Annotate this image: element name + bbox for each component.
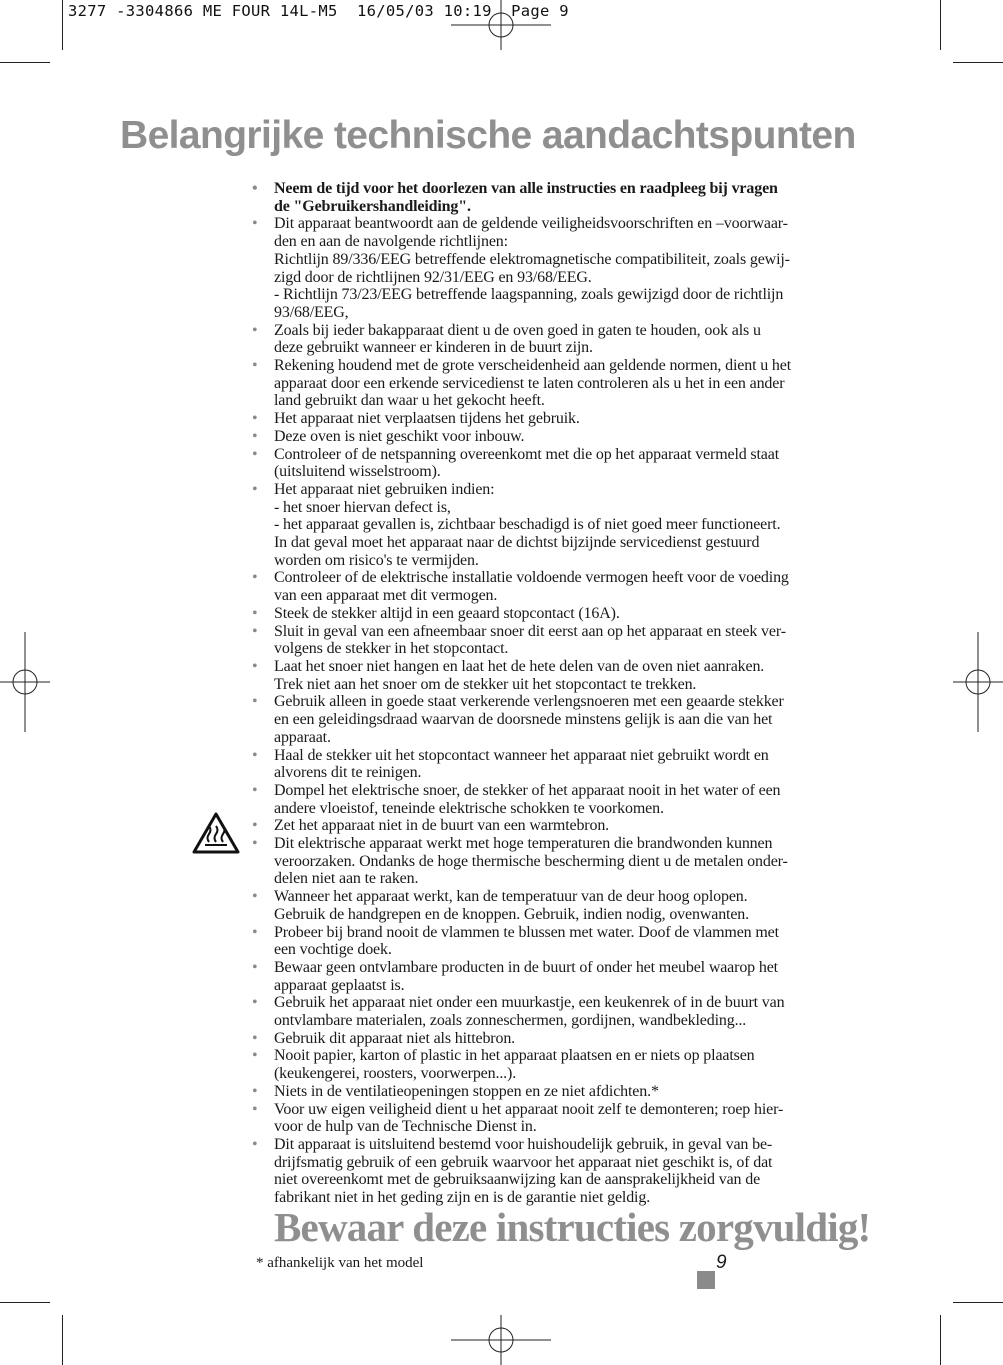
list-item-line: • Bewaar geen ontvlambare producten in de buurt of onder het meubel waarop het [274, 958, 778, 976]
list-item-line: ontvlambare materialen, zoals zonneschermen, gordijnen, wandbekleding... [274, 1012, 747, 1030]
list-item [252, 215, 872, 321]
list-item-line: • Rekening houdend met de grote verscheidenheid aan geldende normen, dient u het [274, 357, 792, 375]
list-item-line: • Deze oven is niet geschikt voor inbouw. [274, 427, 525, 445]
list-item-line: deze gebruikt wanneer er kinderen in de buurt zijn. [274, 339, 593, 357]
list-item-line: volgens de stekker in het stopcontact. [274, 640, 509, 658]
list-item-line: drijfsmatig gebruik of een gebruik waarvoor het apparaat niet geschikt is, of dat [274, 1153, 773, 1171]
list-item [252, 1083, 872, 1101]
list-item-line: land gebruikt dan waar u het gekocht heeft. [274, 392, 545, 410]
list-item-line: • Gebruik dit apparaat niet als hittebron. [274, 1029, 516, 1047]
list-item [252, 835, 872, 888]
crop-mark-top-right-v [940, 0, 941, 50]
list-item-line: van een apparaat met dit vermogen. [274, 587, 498, 605]
list-item-line: • Laat het snoer niet hangen en laat het de hete delen van de oven niet aanraken. [274, 657, 765, 675]
list-item-line: • Dit apparaat is uitsluitend bestemd voor huishoudelijk gebruik, in geval van be- [274, 1135, 773, 1153]
list-item [252, 410, 872, 428]
list-item-line: • Dompel het elektrische snoer, de stekker of het apparaat nooit in het water of een [274, 781, 781, 799]
list-item [252, 428, 872, 446]
list-item-line: zigd door de richtlijnen 92/31/EEG en 93/68/EEG. [274, 268, 592, 286]
list-item-line: • Wanneer het apparaat werkt, kan de temperatuur van de deur hoog oplopen. [274, 888, 748, 906]
crop-mark-bottom-right-v [940, 1315, 941, 1365]
list-item [252, 357, 872, 410]
list-item [252, 924, 872, 959]
list-item-line: • Het apparaat niet gebruiken indien: [274, 480, 495, 498]
registration-mark-left [0, 632, 50, 732]
list-item [252, 1101, 872, 1136]
list-item [252, 605, 872, 623]
list-item-line: • Zet het apparaat niet in de buurt van een warmtebron. [274, 817, 610, 835]
page-number: 9 [716, 1252, 727, 1273]
list-item-line: • Nooit papier, karton of plastic in het apparaat plaatsen en er niets op plaatsen [274, 1047, 755, 1065]
list-item [252, 322, 872, 357]
slug-page: Page 9 [511, 2, 569, 20]
list-item-line: • Gebruik alleen in goede staat verkerende verlengsnoeren met een geaarde stekker [274, 693, 784, 711]
list-item-line: • Zoals bij ieder bakapparaat dient u de oven goed in gaten te houden, ook als u [274, 321, 761, 339]
crop-mark-top-right-h [953, 62, 1003, 63]
list-item-line: den en aan de navolgende richtlijnen: [274, 233, 508, 251]
list-item-line: worden om risico's te vermijden. [274, 551, 479, 569]
list-item-line: Trek niet aan het snoer om de stekker uit het stopcontact te trekken. [274, 675, 697, 693]
registration-mark-bottom [451, 1315, 551, 1365]
page-title: Belangrijke technische aandachtspunten [120, 114, 856, 157]
list-item [252, 1030, 872, 1048]
list-item-line: - Richtlijn 73/23/EEG betreffende laagspanning, zoals gewijzigd door de richtlijn [274, 286, 784, 304]
list-item [252, 994, 872, 1029]
list-item [252, 817, 872, 835]
crop-mark-bottom-left-v [62, 1315, 63, 1365]
list-item-line: • Dit apparaat beantwoordt aan de geldende veiligheidsvoorschriften en –voorwaar- [274, 215, 788, 233]
list-item-line: en een geleidingsdraad waarvan de doorsnede minstens gelijk is aan die van het [274, 711, 773, 729]
list-item-line: veroorzaken. Ondanks de hoge thermische bescherming dient u de metalen onder- [274, 852, 788, 870]
list-item-line: • Voor uw eigen veiligheid dient u het apparaat nooit zelf te demonteren; roep hier- [274, 1100, 784, 1118]
list-item-line: niet overeenkomt met de gebruiksaanwijzing kan de aansprakelijkheid van de [274, 1171, 761, 1189]
list-item-line: (keukengerei, roosters, voorwerpen...). [274, 1065, 517, 1083]
slug-job: 3277 -3304866 ME FOUR 14L-M5 [68, 2, 338, 20]
safety-instructions-list [252, 180, 872, 1207]
list-item [252, 623, 872, 658]
list-item-line: fabrikant niet in het geding zijn en is de garantie niet geldig. [274, 1189, 651, 1207]
list-item-line: • Controleer of de netspanning overeenkomt met die op het apparaat vermeld staat [274, 445, 780, 463]
list-item [252, 569, 872, 604]
list-item-line: 93/68/EEG, [274, 303, 349, 321]
list-item-line: - het snoer hiervan defect is, [274, 498, 451, 516]
list-item-line: Gebruik de handgrepen en de knoppen. Gebruik, indien nodig, ovenwanten. [274, 905, 749, 923]
list-item-line: Richtlijn 89/336/EEG betreffende elektromagnetische compatibiliteit, zoals gewij- [274, 250, 790, 268]
list-item-line: apparaat geplaatst is. [274, 976, 405, 994]
list-item-line: (uitsluitend wisselstroom). [274, 463, 441, 481]
list-item-line: delen niet aan te raken. [274, 870, 419, 888]
list-item [252, 1136, 872, 1207]
list-item-line: In dat geval moet het apparaat naar de dichtst bijzijnde servicedienst gestuurd [274, 534, 760, 552]
crop-mark-bottom-right-h [953, 1302, 1003, 1303]
list-item-line: een vochtige doek. [274, 941, 392, 959]
list-item-line: • Het apparaat niet verplaatsen tijdens het gebruik. [274, 410, 580, 428]
list-item-line: apparaat. [274, 728, 331, 746]
list-item-line: de "Gebruikershandleiding". [274, 197, 471, 215]
list-item [252, 782, 872, 817]
list-item-line: apparaat door een erkende servicedienst te laten controleren als u het in een ander [274, 374, 785, 392]
list-item [252, 658, 872, 693]
list-item-line: voor de hulp van de Technische Dienst in. [274, 1118, 537, 1136]
page-number-square [697, 1271, 715, 1289]
closing-slogan: Bewaar deze instructies zorgvuldig! [274, 1204, 871, 1250]
crop-mark-bottom-left-h [0, 1302, 50, 1303]
list-item-line: • Controleer of de elektrische installatie voldoende vermogen heeft voor de voeding [274, 569, 789, 587]
footnote: * afhankelijk van het model [256, 1255, 424, 1271]
registration-mark-right [953, 632, 1003, 732]
list-item [252, 446, 872, 481]
list-item [252, 747, 872, 782]
list-item-line: • Neem de tijd voor het doorlezen van alle instructies en raadpleeg bij vragen [274, 180, 778, 197]
list-item-line: • Gebruik het apparaat niet onder een muurkastje, een keukenrek of in de buurt van [274, 994, 785, 1012]
list-item-line: • Niets in de ventilatieopeningen stoppen en ze niet afdichten.* [274, 1082, 659, 1100]
slug-date: 16/05/03 10:19 [356, 2, 492, 20]
list-item-line: - het apparaat gevallen is, zichtbaar beschadigd is of niet goed meer functioneert. [274, 516, 781, 534]
list-item-line: • Probeer bij brand nooit de vlammen te blussen met water. Doof de vlammen met [274, 923, 779, 941]
list-item [252, 1047, 872, 1082]
list-item [252, 180, 872, 215]
list-item [252, 959, 872, 994]
list-item-line: alvorens dit te reinigen. [274, 764, 422, 782]
list-item-line: • Dit elektrische apparaat werkt met hoge temperaturen die brandwonden kunnen [274, 835, 773, 853]
crop-mark-top-left-v [62, 0, 63, 50]
list-item [252, 693, 872, 746]
crop-mark-top-left-h [0, 62, 50, 63]
list-item [252, 888, 872, 923]
hot-surface-warning-icon [192, 812, 240, 854]
list-item [252, 481, 872, 570]
list-item-line: • Steek de stekker altijd in een geaard stopcontact (16A). [274, 604, 620, 622]
list-item-line: • Haal de stekker uit het stopcontact wanneer het apparaat niet gebruikt wordt en [274, 746, 769, 764]
list-item-line: • Sluit in geval van een afneembaar snoer dit eerst aan op het apparaat en steek ver- [274, 622, 786, 640]
list-item-line: andere vloeistof, teneinde elektrische schokken te voorkomen. [274, 799, 664, 817]
registration-mark-top [451, 0, 551, 50]
